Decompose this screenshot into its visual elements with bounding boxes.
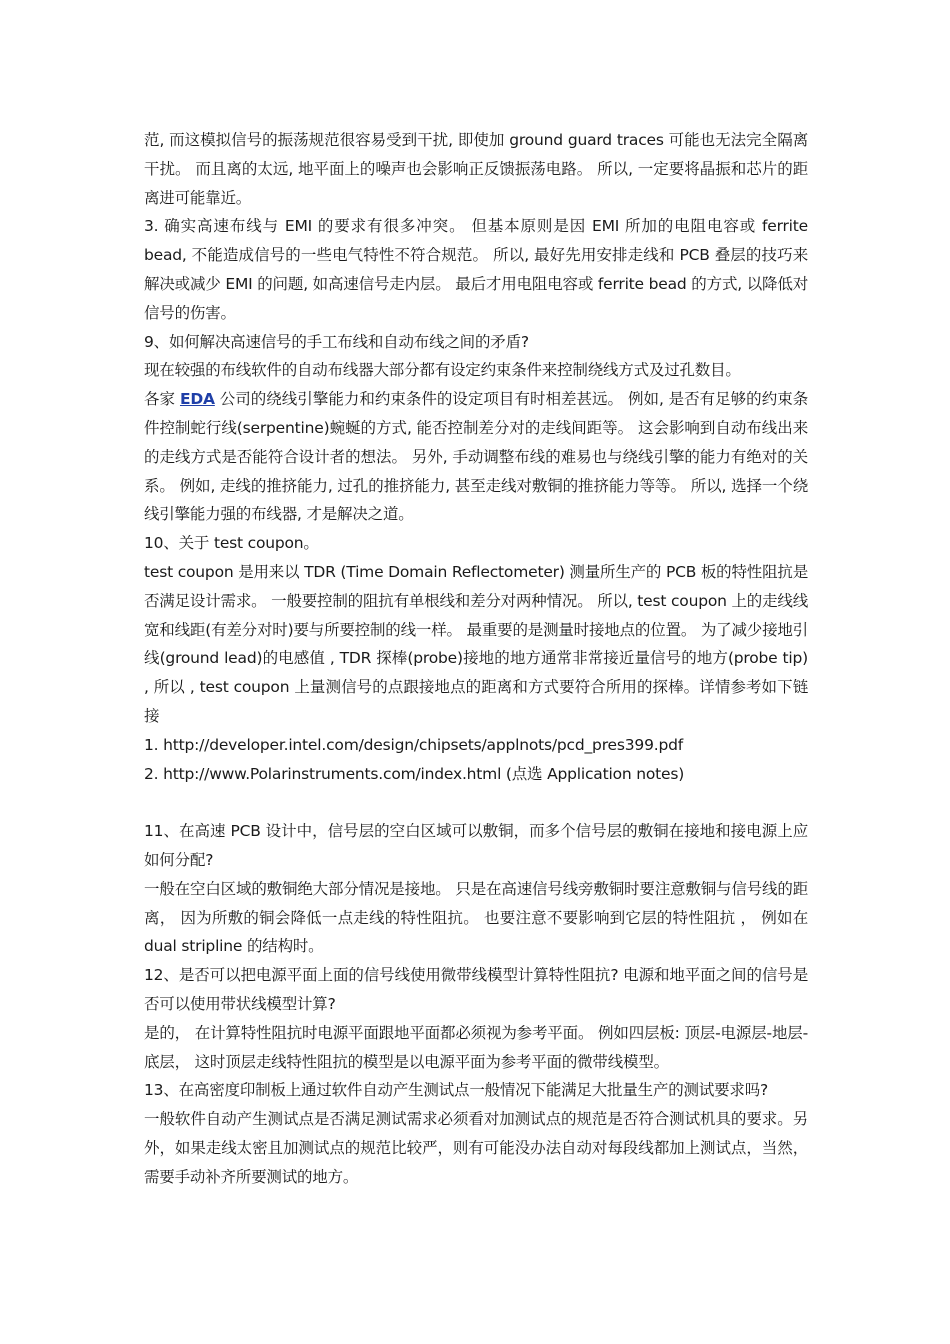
question-12: 12、是否可以把电源平面上面的信号线使用微带线模型计算特性阻抗? 电源和地平面之间的信号是否可以使用带状线模型计算?	[144, 966, 808, 1013]
paragraph-crystal-placement: 范, 而这模拟信号的振荡规范很容易受到干扰, 即使加 ground guard traces 可能也无法完全隔离干扰。 而且离的太远, 地平面上的噪声也会影响正反馈振荡电路。 所以, 一定要将晶振和芯片的距离进可能靠近。	[144, 131, 808, 207]
eda-link[interactable]: EDA	[179, 390, 215, 409]
question-13: 13、在高密度印制板上通过软件自动产生测试点一般情况下能满足大批量生产的测试要求吗?	[144, 1081, 769, 1100]
paragraph-emi-conflict: 3. 确实高速布线与 EMI 的要求有很多冲突。 但基本原则是因 EMI 所加的电阻电容或 ferrite bead, 不能造成信号的一些电气特性不符合规范。 所以, 最好先用安排走线和 PCB 叠层的技巧来解决或减少 EMI 的问题, 如高速信号走内层。 最后才用电阻电容或 ferrite bead 的方式, 以降低对信号的伤害。	[144, 217, 808, 322]
answer-12: 是的， 在计算特性阻抗时电源平面跟地平面都必须视为参考平面。 例如四层板: 顶层-电源层-地层-底层， 这时顶层走线特性阻抗的模型是以电源平面为参考平面的微带线模型。	[144, 1023, 808, 1071]
question-9: 9、如何解决高速信号的手工布线和自动布线之间的矛盾?	[144, 332, 529, 351]
answer-9-body	[144, 385, 808, 529]
reference-link-2: 2. http://www.Polarinstruments.com/index.html (点选 Application notes)	[144, 764, 685, 783]
answer-9-rest: 公司的绕线引擎能力和约束条件的设定项目有时相差甚远。 例如, 是否有足够的约束条件控制蛇行线(serpentine)蜿蜒的方式, 能否控制差分对的走线间距等。 这会影响到自动布线出来的走线方式是否能符合设计者的想法。 另外, 手动调整布线的难易也与绕线引擎的能力有绝对的关系。 例如, 走线的推挤能力, 过孔的推挤能力, 甚至走线对敷铜的推挤能力等等。 所以, 选择一个绕线引擎能力强的布线器, 才是解决之道。	[144, 390, 809, 524]
reference-link-1: 1. http://developer.intel.com/design/chipsets/applnots/pcd_pres399.pdf	[144, 735, 683, 754]
blank-line	[144, 788, 808, 817]
question-10: 10、关于 test coupon。	[144, 534, 319, 553]
question-11: 11、在高速 PCB 设计中，信号层的空白区域可以敷铜，而多个信号层的敷铜在接地和接电源上应如何分配?	[144, 822, 808, 869]
answer-11: 一般在空白区域的敷铜绝大部分情况是接地。 只是在高速信号线旁敷铜时要注意敷铜与信号线的距离， 因为所敷的铜会降低一点走线的特性阻抗。 也要注意不要影响到它层的特性阻抗 ， 例如在 dual stripline 的结构时。	[144, 879, 808, 956]
answer-9-line-1: 现在较强的布线软件的自动布线器大部分都有设定约束条件来控制绕线方式及过孔数目。	[144, 361, 741, 380]
answer-9-prefix: 各家	[144, 390, 180, 409]
answer-10: test coupon 是用来以 TDR (Time Domain Reflectometer) 测量所生产的 PCB 板的特性阻抗是否满足设计需求。 一般要控制的阻抗有单根线和差分对两种情况。 所以, test coupon 上的走线线宽和线距(有差分对时)要与所要控制的线一样。 最重要的是测量时接地点的位置。 为了减少接地引线(ground lead)的电感值 , TDR 探棒(probe)接地的地方通常非常接近量信号的地方(probe tip) , 所以 , test coupon 上量测信号的点跟接地点的距离和方式要符合所用的探棒。详情参考如下链接	[144, 562, 808, 725]
document-body	[144, 126, 808, 1191]
answer-13: 一般软件自动产生测试点是否满足测试需求必须看对加测试点的规范是否符合测试机具的要求。另外，如果走线太密且加测试点的规范比较严，则有可能没办法自动对每段线都加上测试点，当然，需要手动补齐所要测试的地方。	[144, 1110, 808, 1186]
